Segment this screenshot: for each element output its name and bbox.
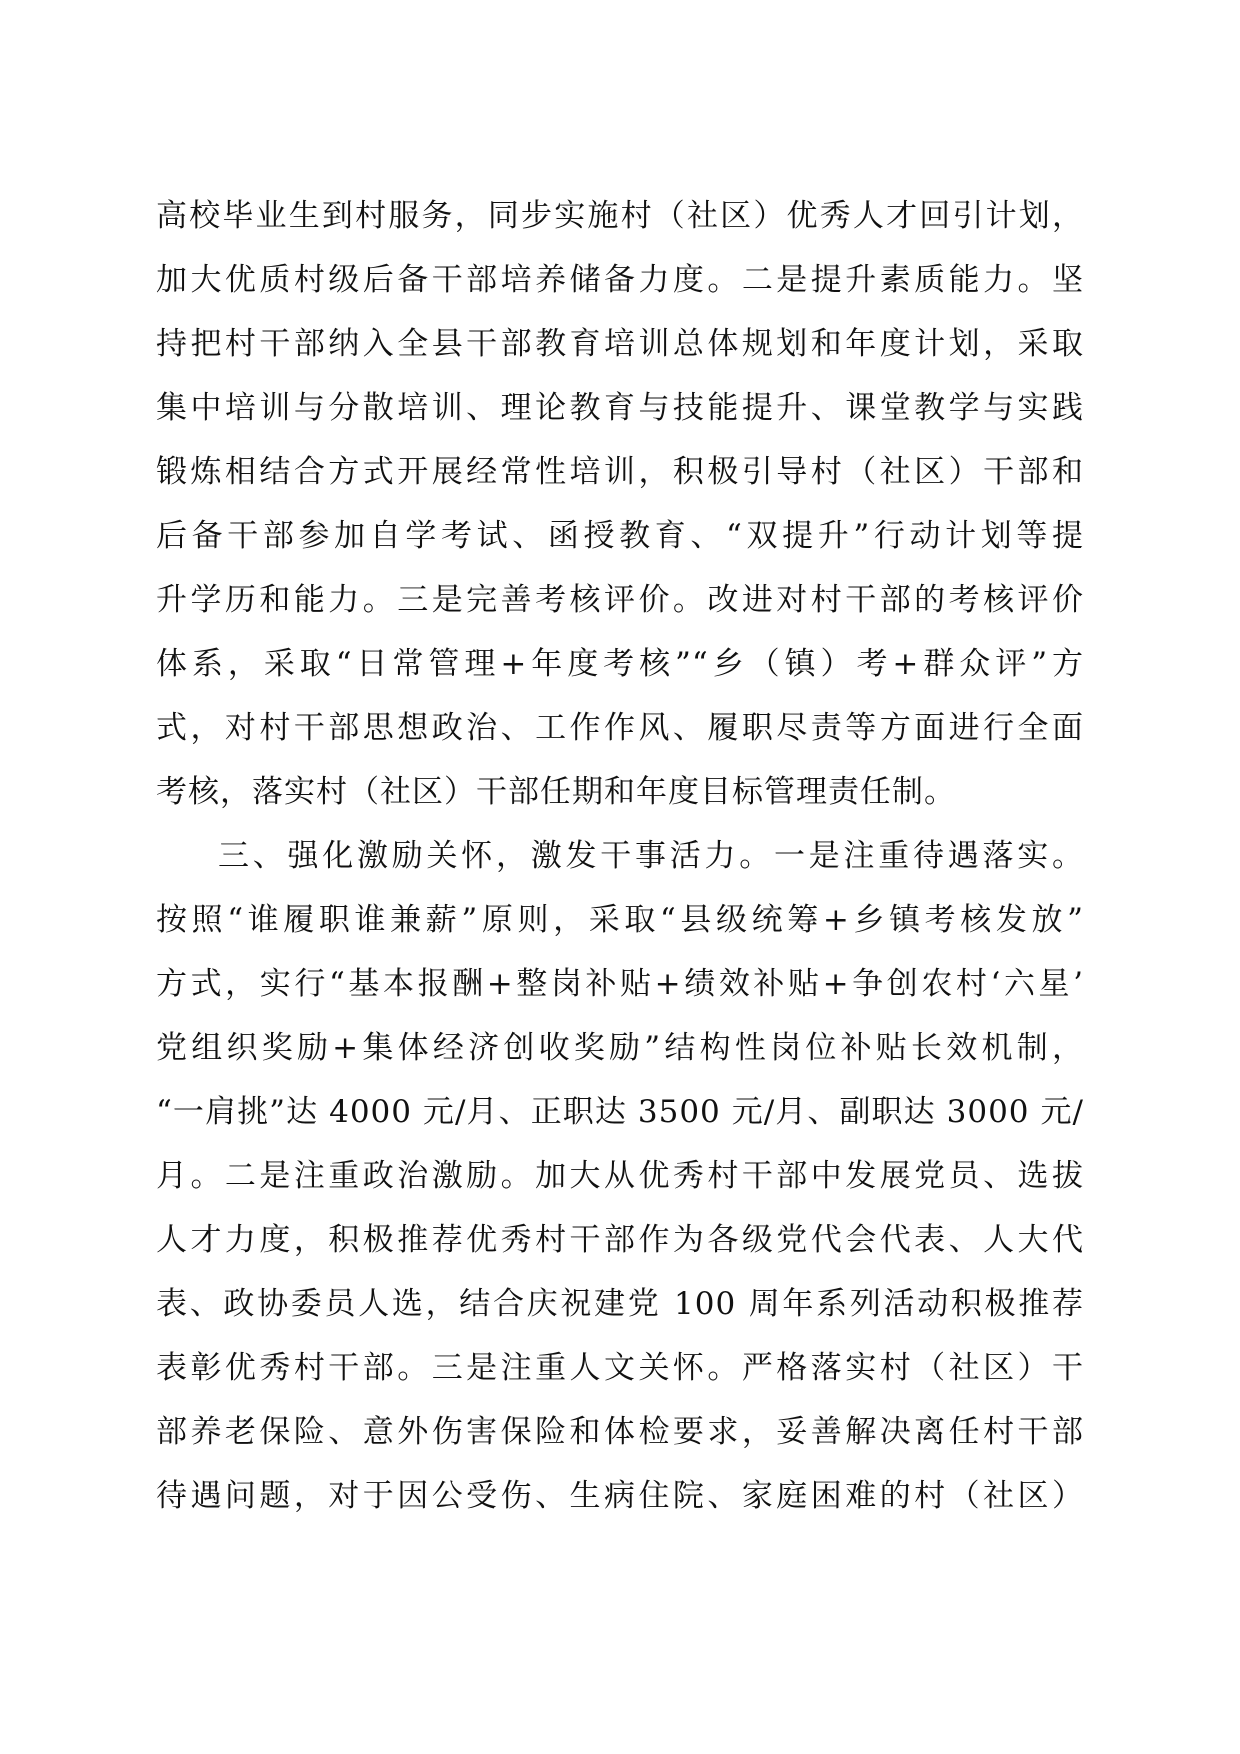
text-line-4: 集中培训与分散培训、理论教育与技能提升、课堂教学与实践 xyxy=(156,390,1084,426)
text-line-6: 后备干部参加自学考试、函授教育、“双提升”行动计划等提 xyxy=(156,518,1084,554)
text-line-1: 高校毕业生到村服务，同步实施村（社区）优秀人才回引计划， xyxy=(156,198,1084,234)
text-line-20: 部养老保险、意外伤害保险和体检要求，妥善解决离任村干部 xyxy=(156,1414,1084,1450)
text-line-8: 体系，采取“日常管理+年度考核”“乡（镇）考+群众评”方 xyxy=(156,646,1084,682)
text-line-19: 表彰优秀村干部。三是注重人文关怀。严格落实村（社区）干 xyxy=(156,1350,1084,1386)
text-line-18: 表、政协委员人选，结合庆祝建党 100 周年系列活动积极推荐 xyxy=(156,1286,1084,1322)
text-line-9: 式，对村干部思想政治、工作作风、履职尽责等方面进行全面 xyxy=(156,710,1084,746)
text-line-16: 月。二是注重政治激励。加大从优秀村干部中发展党员、选拔 xyxy=(156,1158,1084,1194)
text-line-21: 待遇问题，对于因公受伤、生病住院、家庭困难的村（社区） xyxy=(156,1478,1084,1514)
text-line-5: 锻炼相结合方式开展经常性培训，积极引导村（社区）干部和 xyxy=(156,454,1084,490)
text-line-17: 人才力度，积极推荐优秀村干部作为各级党代会代表、人大代 xyxy=(156,1222,1084,1258)
section-heading-line: 三、强化激励关怀，激发干事活力。一是注重待遇落实。 xyxy=(218,838,1084,874)
text-line-15: “一肩挑”达 4000 元/月、正职达 3500 元/月、副职达 3000 元/ xyxy=(156,1094,1084,1130)
text-line-10: 考核，落实村（社区）干部任期和年度目标管理责任制。 xyxy=(156,774,956,810)
text-line-7: 升学历和能力。三是完善考核评价。改进对村干部的考核评价 xyxy=(156,582,1084,618)
body-text xyxy=(156,184,1084,1528)
text-line-13: 方式，实行“基本报酬+整岗补贴+绩效补贴+争创农村‘六星’ xyxy=(156,966,1084,1002)
text-line-3: 持把村干部纳入全县干部教育培训总体规划和年度计划，采取 xyxy=(156,326,1084,362)
text-line-14: 党组织奖励+集体经济创收奖励”结构性岗位补贴长效机制， xyxy=(156,1030,1084,1066)
text-line-2: 加大优质村级后备干部培养储备力度。二是提升素质能力。坚 xyxy=(156,262,1084,298)
text-line-12: 按照“谁履职谁兼薪”原则，采取“县级统筹+乡镇考核发放” xyxy=(156,902,1084,938)
